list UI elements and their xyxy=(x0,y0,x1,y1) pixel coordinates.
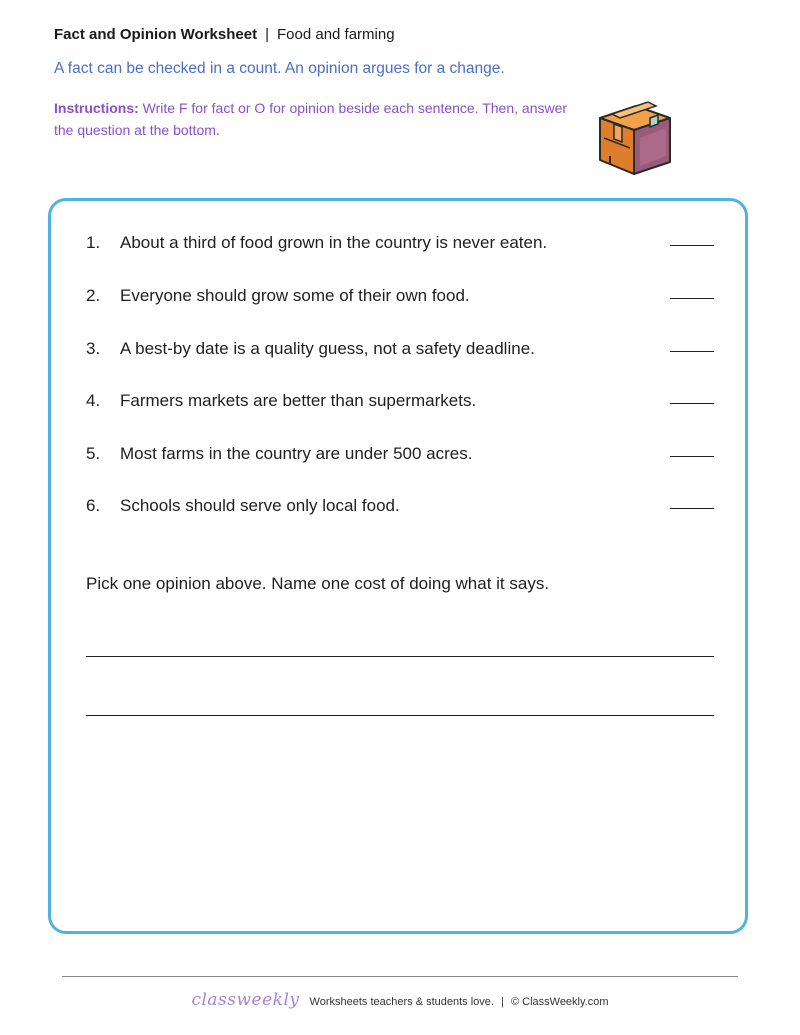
question-text: About a third of food grown in the country is never eaten. xyxy=(120,233,548,252)
footer-divider xyxy=(62,976,738,977)
instructions-text: Write F for fact or O for opinion beside each sentence. Then, answer the question at the bottom. xyxy=(54,100,568,138)
worksheet-header xyxy=(54,26,395,43)
question-row xyxy=(86,339,714,369)
answer-blank[interactable] xyxy=(670,245,714,246)
footer-tagline: Worksheets teachers & students love. xyxy=(309,996,494,1008)
question-number: 2. xyxy=(86,286,101,305)
worksheet-subtitle: A fact can be checked in a count. An opinion argues for a change. xyxy=(54,60,505,77)
question-number: 1. xyxy=(86,233,101,252)
question-number: 6. xyxy=(86,496,101,515)
written-answer-line[interactable] xyxy=(86,715,714,716)
question-row xyxy=(86,444,714,474)
answer-blank[interactable] xyxy=(670,351,714,352)
footer-separator: | xyxy=(501,996,504,1008)
worksheet-title: Fact and Opinion Worksheet xyxy=(54,26,258,43)
question-number: 4. xyxy=(86,391,101,410)
question-text: A best-by date is a quality guess, not a safety deadline. xyxy=(120,339,535,358)
question-row xyxy=(86,233,714,263)
header-separator: | xyxy=(265,26,269,43)
question-number: 5. xyxy=(86,444,101,463)
answer-blank[interactable] xyxy=(670,508,714,509)
question-row xyxy=(86,391,714,421)
worksheet-topic: Food and farming xyxy=(277,26,395,43)
instructions-label: Instructions: xyxy=(54,100,139,116)
classweekly-logo: classweekly xyxy=(191,990,300,1010)
cardboard-box-icon xyxy=(596,98,674,178)
question-text: Farmers markets are better than supermarkets. xyxy=(120,391,477,410)
open-question-prompt: Pick one opinion above. Name one cost of doing what it says. xyxy=(86,574,550,593)
question-row xyxy=(86,286,714,316)
question-number: 3. xyxy=(86,339,101,358)
question-text: Schools should serve only local food. xyxy=(120,496,400,515)
answer-blank[interactable] xyxy=(670,456,714,457)
instructions xyxy=(54,97,584,141)
question-text: Everyone should grow some of their own food. xyxy=(120,286,470,305)
answer-blank[interactable] xyxy=(670,403,714,404)
footer-copyright: © ClassWeekly.com xyxy=(510,996,609,1008)
answer-blank[interactable] xyxy=(670,298,714,299)
footer xyxy=(0,990,800,1010)
question-text: Most farms in the country are under 500 acres. xyxy=(120,444,473,463)
written-answer-line[interactable] xyxy=(86,656,714,657)
question-row xyxy=(86,496,714,526)
